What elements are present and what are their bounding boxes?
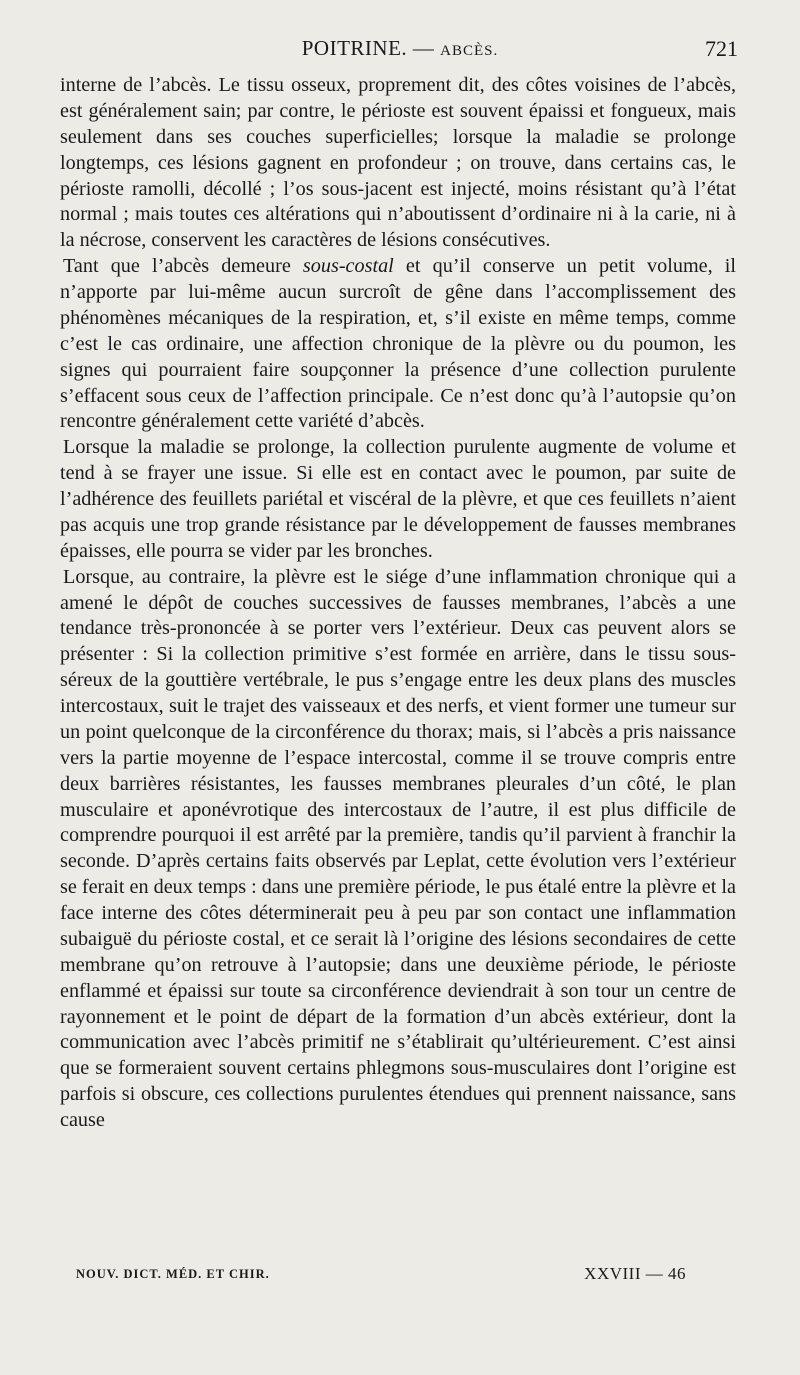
paragraph-4: Lorsque, au contraire, la plèvre est le siége d’une inflammation chronique qui a amené le dépôt de couches successives de fausses membranes, l’abcès a une tendance très-prononcée à se porter vers l’extérieur. Deux cas peuvent alors se présenter : Si la collection primitive s’est formée en arrière, dans le tissu sous-séreux de la gouttière vertébrale, le pus s’engage entre les deux plans des muscles intercostaux, suit le trajet des vaisseaux et des nerfs, et vient former une tumeur sur un point quelconque de la circonférence du thorax; mais, si l’abcès a pris naissance vers la partie moyenne de l’espace intercostal, comme il se trouve compris entre deux barrières résistantes, les fausses membranes pleurales d’un côté, le plan musculaire et aponévrotique des intercostaux de l’autre, il est plus difficile de comprendre pourquoi il est arrêté par la première, tandis qu’il parvient à franchir la seconde. D’après certains faits observés par Leplat, cette évolution vers l’extérieur se ferait en deux temps : dans une première période, le pus étalé entre la plèvre et la face interne des côtes déterminerait peu à peu par son contact une inflammation subaiguë du périoste costal, et ce serait là l’origine des lésions secondaires de cette membrane qu’on retrouve à l’autopsie; dans une deuxième période, le périoste enflammé et épaissi sur toute sa circonférence deviendrait à son tour un centre de rayonnement et le point de départ de la formation d’un abcès extérieur, dont la communication avec l’abcès primitif ne s’établirait qu’ultérieurement. C’est ainsi que se formeraient souvent certains phlegmons sous-musculaires dont l’origine est parfois si obscure, ces collections purulentes étendues qui prennent naissance, sans cause xyxy=(60,565,736,1131)
running-head-title: POITRINE. xyxy=(301,36,408,60)
footer-volume-signature: XXVIII — 46 xyxy=(584,1264,686,1283)
paragraph-2: Tant que l’abcès demeure sous-costal et qu’il conserve un petit volume, il n’apporte par lui-même aucun surcroît de gêne dans l’accomplissement des phénomènes mécaniques de la respiration, et, s’il existe en même temps, comme c’est le cas ordinaire, une affection chronique de la plèvre ou du poumon, les signes qui pourraient faire soupçonner la présence d’une collection purulente s’effacent sous ceux de l’affection principale. Ce n’est donc qu’à l’autopsie qu’on rencontre généralement cette variété d’abcès. xyxy=(60,255,737,433)
page-number: 721 xyxy=(705,36,738,61)
page-header xyxy=(60,36,740,66)
paragraph-1: interne de l’abcès. Le tissu osseux, proprement dit, des côtes voisines de l’abcès, est généralement sain; par contre, le périoste est souvent épaissi et fongueux, mais seulement dans ses couches superficielles; lorsque la maladie se prolonge longtemps, ces lésions gagnent en profondeur ; on trouve, dans certains cas, le périoste ramolli, décollé ; l’os sous-jacent est injecté, moins résistant qu’à l’état normal ; mais toutes ces altérations qui n’aboutissent d’ordinaire ni à la carie, ni à la nécrose, conservent les caractères de lésions consécutives. xyxy=(60,74,736,252)
paragraph-3: Lorsque la maladie se prolonge, la collection purulente augmente de volume et tend à se frayer une issue. Si elle est en contact avec le poumon, par suite de l’adhérence des feuillets pariétal et viscéral de la plèvre, et que ces feuillets n’aient pas acquis une trop grande résistance par le développement de fausses membranes épaisses, elle pourra se vider par les bronches. xyxy=(60,436,736,562)
running-head xyxy=(60,36,740,61)
emphasis-sous-costal: sous-costal xyxy=(302,255,394,278)
footer-publication: NOUV. DICT. MÉD. ET CHIR. xyxy=(76,1267,270,1281)
running-head-dash: — xyxy=(412,36,435,60)
page-footer xyxy=(76,1264,686,1288)
running-head-subtitle: ABCÈS. xyxy=(440,43,499,59)
body-text xyxy=(60,73,736,1134)
